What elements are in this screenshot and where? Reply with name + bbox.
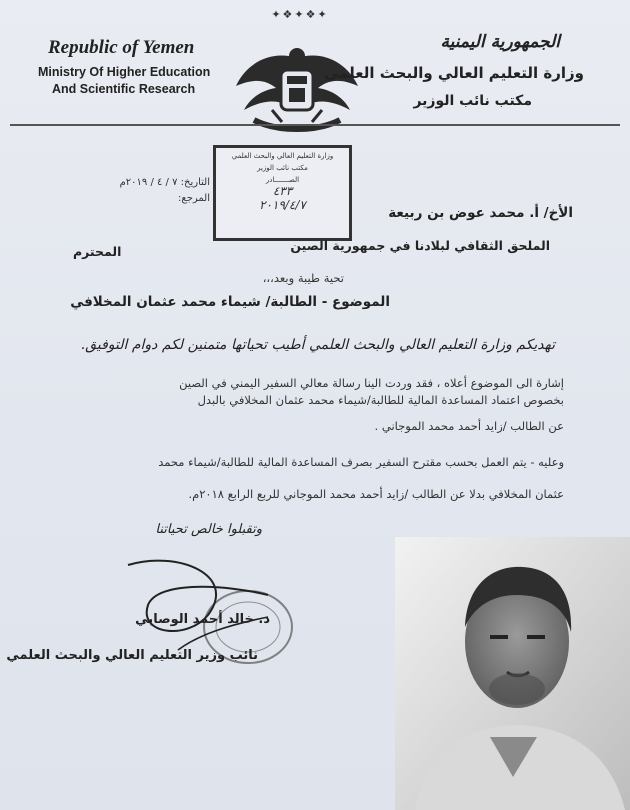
- ar-ministry-name: وزارة التعليم العالي والبحث العلمي: [323, 64, 584, 82]
- ar-office-name: مكتب نائب الوزير: [413, 93, 532, 109]
- en-country-name: Republic of Yemen: [48, 37, 195, 58]
- body-line-4: وعليه - يتم العمل بحسب مقترح السفير بصرف المساعدة المالية للطالبة/شيماء محمد: [158, 455, 564, 469]
- en-ministry-line-1: Ministry Of Higher Education: [38, 65, 211, 79]
- body-line-2: بخصوص اعتماد المساعدة المالية للطالبة/شيماء محمد عثمان المخلافي بالبدل: [197, 393, 564, 407]
- letter-date: التاريخ: ٧ / ٤ / ٢٠١٩م: [119, 177, 210, 188]
- letter-reference: المرجع:: [178, 193, 210, 204]
- closing-line: وتقبلوا خالص تحياتنا: [155, 522, 262, 537]
- greeting: تحية طيبة وبعد،،،: [262, 271, 344, 285]
- stamp-line-3: الصـــــــادر: [265, 176, 300, 184]
- ar-country-name: الجمهورية اليمنية: [440, 32, 560, 52]
- signer-title: نائب وزير التعليم العالي والبحث العلمي: [6, 648, 258, 663]
- signer-name: د. خالد أحمد الوصابي: [135, 612, 270, 627]
- portrait-photo: [395, 537, 630, 810]
- header-divider: [10, 124, 620, 126]
- outgoing-stamp: [213, 145, 352, 241]
- en-ministry-line-2: And Scientific Research: [52, 82, 196, 96]
- handwritten-greeting: تهديكم وزارة التعليم العالي والبحث العلمي أطيب تحياتها متمنين لكم دوام التوفيق.: [80, 337, 555, 353]
- stamp-line-2: مكتب نائب الوزير: [257, 164, 308, 172]
- stamp-line-1: وزارة التعليم العالي والبحث العلمي: [231, 152, 334, 160]
- body-line-3: عن الطالب /زايد أحمد محمد الموجاني .: [374, 419, 564, 433]
- recipient-name: الأخ/ أ. محمد عوض بن ربيعة: [388, 205, 573, 221]
- body-line-1: إشارة الى الموضوع أعلاه ، فقد وردت الينا رسالة معالي السفير اليمني في الصين: [179, 376, 564, 390]
- body-line-5: عثمان المخلافي بدلا عن الطالب /زايد أحمد محمد الموجاني للربع الرابع ٢٠١٨م.: [188, 487, 564, 501]
- letter-subject: الموضوع - الطالبة/ شيماء محمد عثمان المخلافي: [70, 294, 390, 310]
- honorific: المحترم: [73, 244, 122, 259]
- recipient-title: الملحق الثقافي لبلادنا في جمهورية الصين: [290, 238, 550, 253]
- stamp-number: ٤٣٣: [272, 184, 293, 198]
- stamp-date: ٢٠١٩/٤/٧: [259, 198, 306, 212]
- header-ornament: ✦❖✦❖✦: [271, 8, 329, 21]
